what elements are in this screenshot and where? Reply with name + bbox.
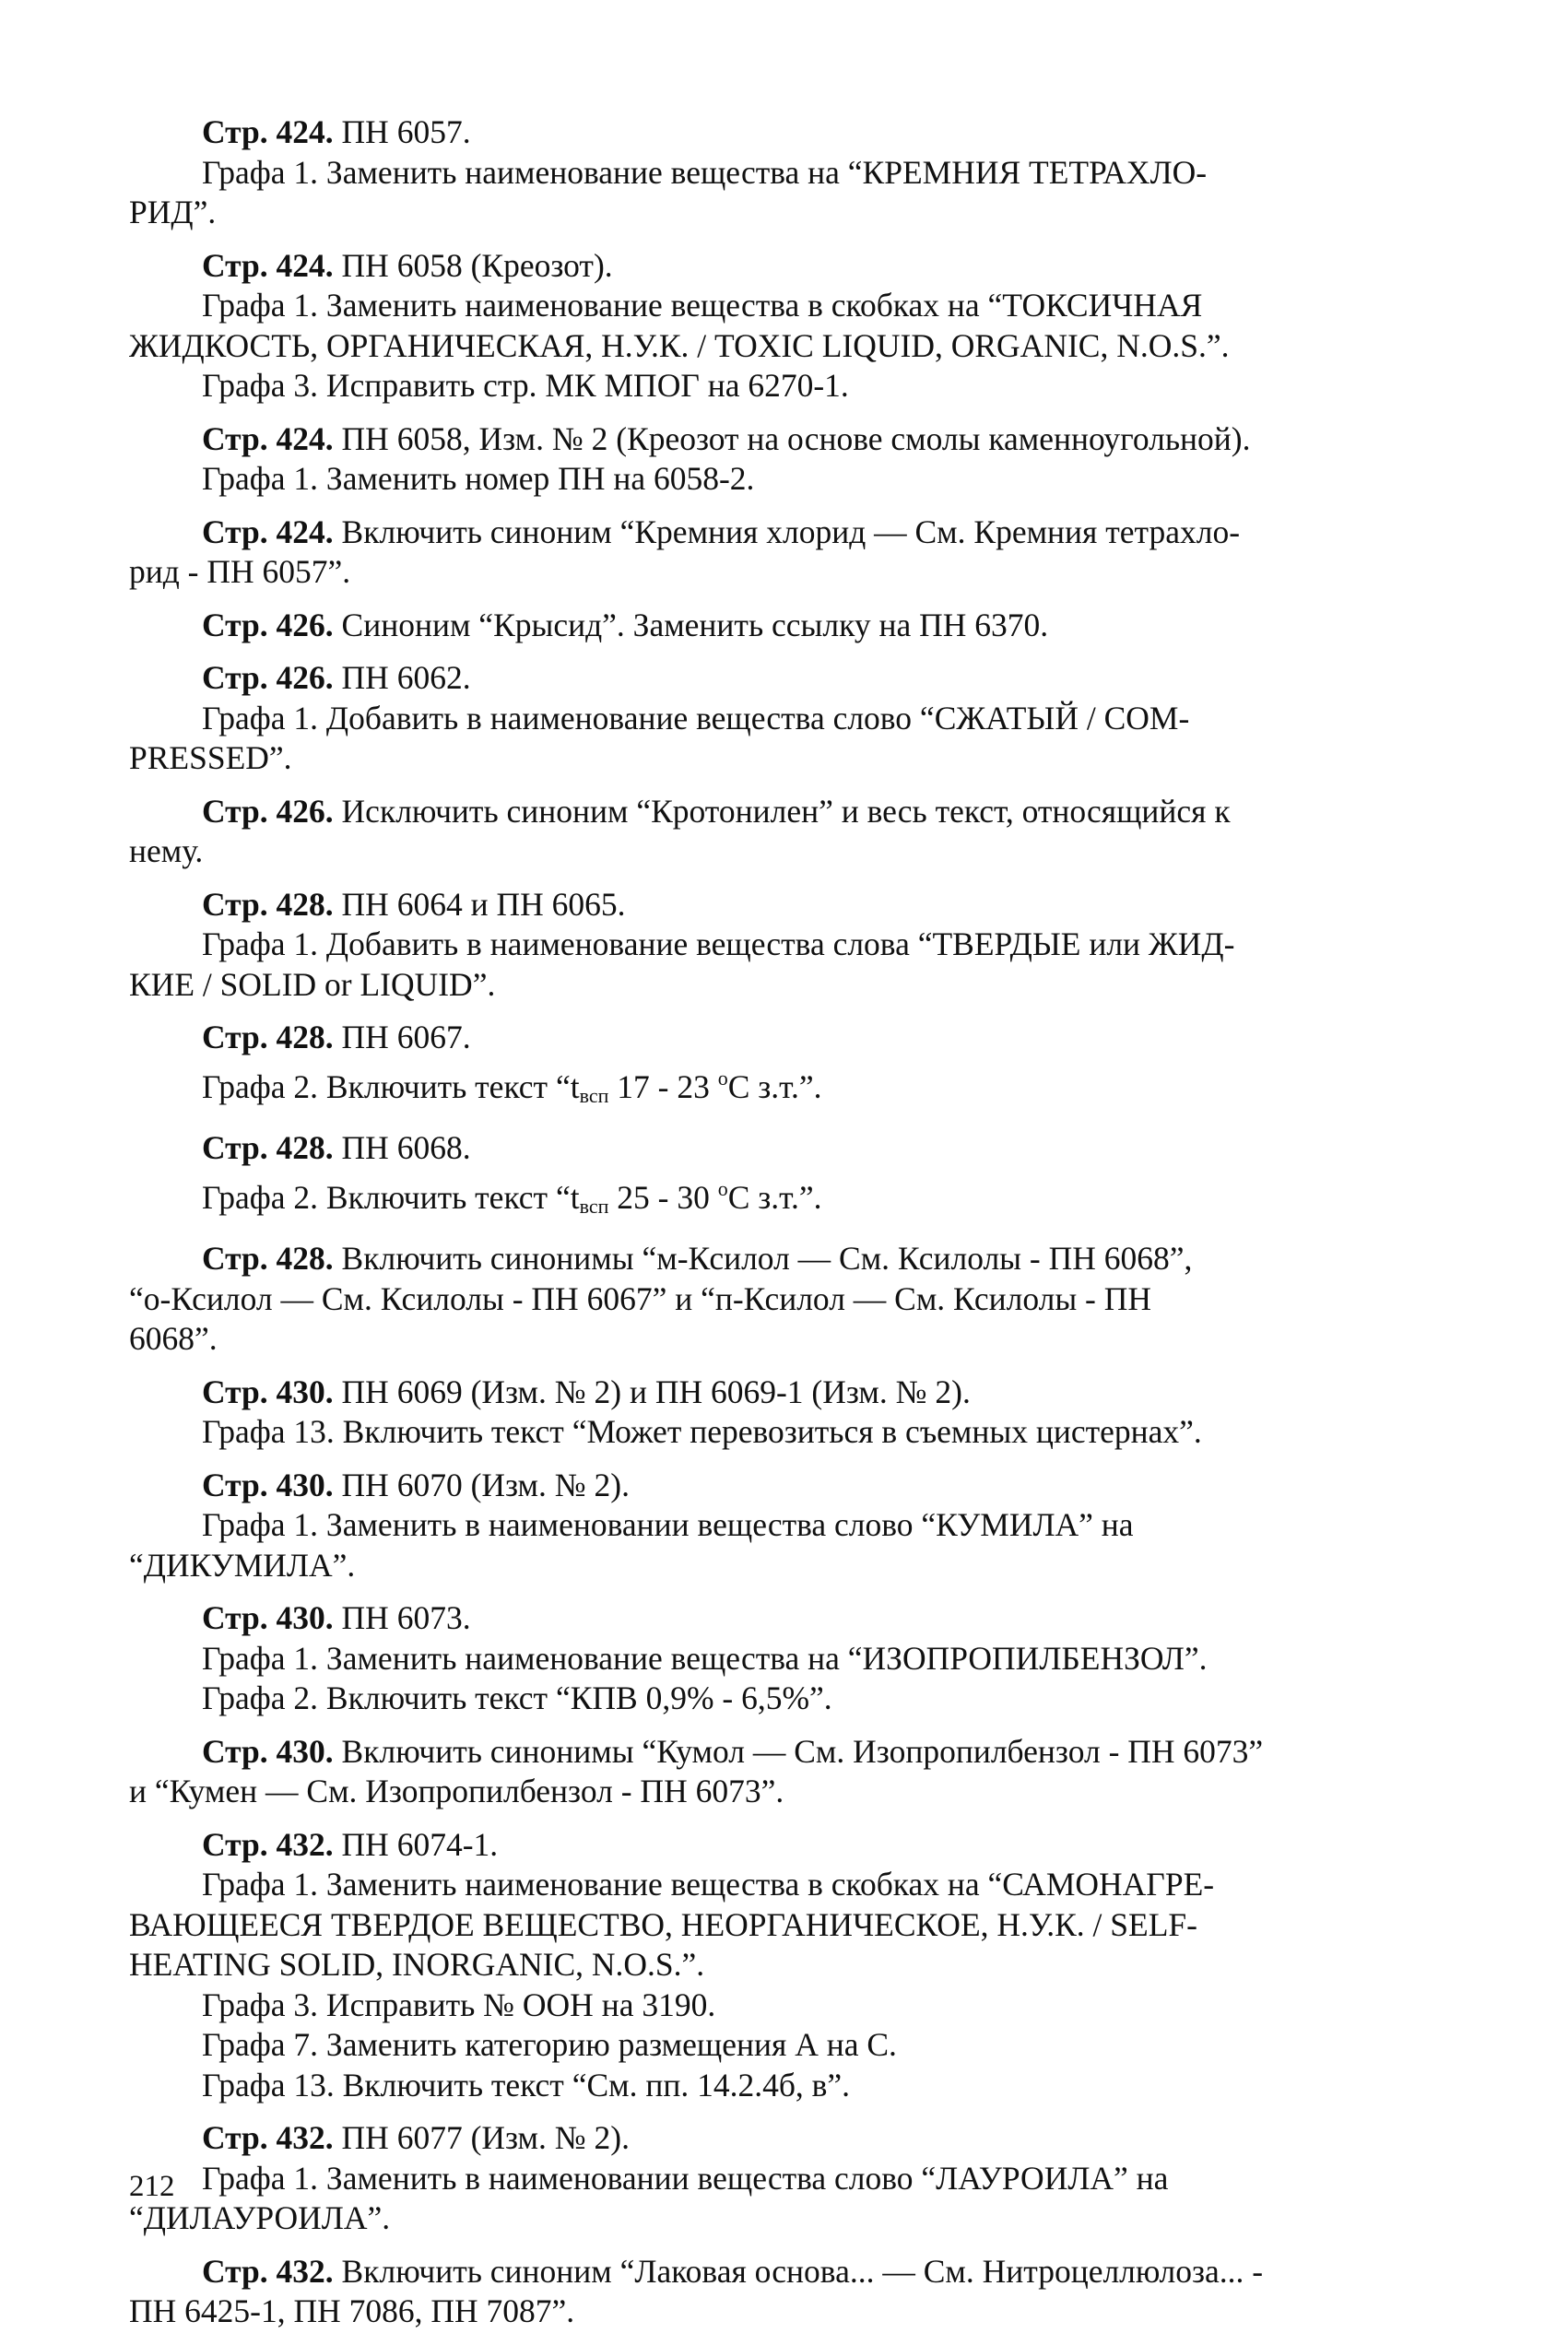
entry-heading-text: ПН 6070 (Изм. № 2). bbox=[333, 1466, 630, 1503]
entry-text-line: РИД”. bbox=[129, 194, 217, 230]
amendment-entry bbox=[129, 246, 1410, 407]
text-segment: Графа 2. Включить текст “t bbox=[202, 1067, 580, 1105]
entry-heading bbox=[129, 885, 1410, 925]
page-reference: Стр. 432. bbox=[202, 1825, 334, 1863]
subscript-text: всп bbox=[579, 1083, 609, 1107]
page-reference: Стр. 430. bbox=[202, 1466, 334, 1503]
entry-heading-text: ПН 6058, Изм. № 2 (Креозот на основе смолы каменноугольной). bbox=[333, 419, 1251, 457]
entry-text-line: нему. bbox=[129, 832, 204, 869]
amendment-entry bbox=[129, 513, 1410, 593]
entry-heading-text: ПН 6067. bbox=[333, 1019, 471, 1055]
entry-heading bbox=[129, 1018, 1410, 1058]
page-reference: Стр. 428. bbox=[202, 1240, 334, 1277]
amendment-entry bbox=[129, 1018, 1410, 1115]
entry-heading-text: ПН 6057. bbox=[333, 113, 471, 150]
text-segment: С з.т.”. bbox=[727, 1178, 822, 1216]
entry-heading-text: Включить синоним “Лаковая основа... — См. Нитроцеллюлоза... - bbox=[333, 2252, 1264, 2290]
entry-heading-text: ПН 6073. bbox=[333, 1599, 471, 1636]
page-reference: Стр. 424. bbox=[202, 246, 334, 284]
text-segment: 25 - 30 bbox=[608, 1178, 718, 1216]
page-reference: Стр. 424. bbox=[202, 419, 334, 457]
entry-text-line bbox=[129, 1169, 1410, 1227]
entry-text-line: Графа 1. Добавить в наименование вещества слово “СЖАТЫЙ / COM- bbox=[202, 699, 1190, 736]
entry-heading-text: ПН 6077 (Изм. № 2). bbox=[333, 2119, 630, 2156]
entry-heading bbox=[129, 2118, 1410, 2159]
entry-text-line: Графа 1. Заменить номер ПН на 6058-2. bbox=[202, 460, 755, 497]
entry-text-line: “ДИЛАУРОИЛА”. bbox=[129, 2199, 391, 2236]
entry-text-line: 6068”. bbox=[129, 1320, 218, 1357]
amendment-entry bbox=[129, 606, 1410, 646]
entry-text-line: “ДИКУМИЛА”. bbox=[129, 1546, 356, 1584]
entry-text-line: Графа 1. Заменить наименование вещества в скобках на “ТОКСИЧНАЯ bbox=[202, 287, 1203, 324]
page-reference: Стр. 426. bbox=[202, 792, 334, 830]
document-page bbox=[129, 112, 1410, 2345]
amendment-entry bbox=[129, 1466, 1410, 1586]
entry-heading-text: Исключить синоним “Кротонилен” и весь текст, относящийся к bbox=[333, 792, 1231, 830]
amendment-entry bbox=[129, 2118, 1410, 2239]
text-segment: 17 - 23 bbox=[608, 1067, 718, 1105]
text-segment: Графа 2. Включить текст “t bbox=[202, 1178, 580, 1216]
page-reference: Стр. 432. bbox=[202, 2119, 334, 2156]
entry-text-line: Графа 7. Заменить категорию размещения А на С. bbox=[202, 2026, 897, 2063]
entry-heading bbox=[129, 1732, 1410, 1773]
entry-heading bbox=[129, 246, 1410, 287]
entry-heading-text: Включить синонимы “м-Ксилол — См. Ксилолы - ПН 6068”, bbox=[333, 1240, 1193, 1277]
entry-heading bbox=[129, 1239, 1410, 1279]
entry-text-line: Графа 13. Включить текст “Может перевозиться в съемных цистернах”. bbox=[202, 1413, 1202, 1450]
entry-heading bbox=[129, 606, 1410, 646]
entry-heading bbox=[129, 1128, 1410, 1169]
amendment-entry bbox=[129, 419, 1410, 500]
page-reference: Стр. 426. bbox=[202, 606, 334, 643]
entry-text-line: Графа 3. Исправить № ООН на 3190. bbox=[202, 1986, 716, 2023]
entry-text-line: Графа 13. Включить текст “См. пп. 14.2.4б, в”. bbox=[202, 2066, 851, 2103]
amendment-entry bbox=[129, 885, 1410, 1006]
amendment-entry bbox=[129, 1732, 1410, 1812]
entry-heading-text: ПН 6064 и ПН 6065. bbox=[333, 885, 626, 923]
amendment-entry bbox=[129, 1598, 1410, 1719]
entry-text-line: рид - ПН 6057”. bbox=[129, 553, 351, 590]
page-reference: Стр. 428. bbox=[202, 1019, 334, 1055]
entry-text-line: Графа 2. Включить текст “КПВ 0,9% - 6,5%”. bbox=[202, 1679, 832, 1716]
entry-heading bbox=[129, 1598, 1410, 1639]
amendment-entry bbox=[129, 2252, 1410, 2332]
page-reference: Стр. 428. bbox=[202, 885, 334, 923]
entry-text-line: Графа 1. Заменить наименование вещества в скобках на “САМОНАГРЕ- bbox=[202, 1866, 1215, 1903]
page-reference: Стр. 430. bbox=[202, 1599, 334, 1636]
text-segment: С з.т.”. bbox=[727, 1067, 822, 1105]
page-reference: Стр. 428. bbox=[202, 1129, 334, 1166]
amendment-entry bbox=[129, 1825, 1410, 2106]
entry-text-line: “о-Ксилол — См. Ксилолы - ПН 6067” и “п-Ксилол — См. Ксилолы - ПН bbox=[129, 1279, 1152, 1317]
entry-text-line: Графа 1. Заменить в наименовании вещества слово “КУМИЛА” на bbox=[202, 1506, 1134, 1543]
entry-text-line: и “Кумен — См. Изопропилбензол - ПН 6073”. bbox=[129, 1773, 784, 1809]
entry-text-line: Графа 1. Заменить наименование вещества на “ИЗОПРОПИЛБЕНЗОЛ”. bbox=[202, 1639, 1208, 1677]
entry-heading bbox=[129, 513, 1410, 553]
entry-text-line bbox=[129, 1058, 1410, 1116]
page-reference: Стр. 426. bbox=[202, 659, 334, 696]
entry-text-line: PRESSED”. bbox=[129, 739, 292, 776]
amendment-entry bbox=[129, 792, 1410, 872]
amendment-entry bbox=[129, 112, 1410, 233]
entry-text-line: Графа 1. Заменить в наименовании вещества слово “ЛАУРОИЛА” на bbox=[202, 2159, 1169, 2197]
entry-heading bbox=[129, 1466, 1410, 1506]
entry-heading-text: Синоним “Крысид”. Заменить ссылку на ПН 6370. bbox=[333, 606, 1049, 643]
page-reference: Стр. 424. bbox=[202, 113, 334, 150]
entry-text-line: КИЕ / SOLID or LIQUID”. bbox=[129, 965, 496, 1003]
entry-heading-text: Включить синоним “Кремния хлорид — См. Кремния тетрахло- bbox=[333, 513, 1241, 550]
entry-text-line: Графа 3. Исправить стр. МК МПОГ на 6270-1. bbox=[202, 367, 849, 404]
entry-heading bbox=[129, 419, 1410, 460]
amendment-entry bbox=[129, 1128, 1410, 1226]
amendment-list bbox=[129, 112, 1410, 2332]
superscript-text: o bbox=[717, 1176, 728, 1200]
entry-text-line: ВАЮЩЕЕСЯ ТВЕРДОЕ ВЕЩЕСТВО, НЕОРГАНИЧЕСКОЕ, Н.У.К. / SELF- bbox=[129, 1905, 1197, 1943]
amendment-entry bbox=[129, 1373, 1410, 1453]
superscript-text: o bbox=[717, 1066, 728, 1090]
entry-heading bbox=[129, 1373, 1410, 1413]
entry-text-line: HEATING SOLID, INORGANIC, N.O.S.”. bbox=[129, 1946, 705, 1983]
entry-heading bbox=[129, 658, 1410, 699]
entry-heading bbox=[129, 1825, 1410, 1866]
entry-heading-text: ПН 6074-1. bbox=[333, 1825, 499, 1863]
page-reference: Стр. 424. bbox=[202, 513, 334, 550]
page-number: 212 bbox=[129, 2170, 175, 2203]
entry-heading-text: ПН 6069 (Изм. № 2) и ПН 6069-1 (Изм. № 2). bbox=[333, 1373, 971, 1410]
entry-heading-text: Включить синонимы “Кумол — См. Изопропилбензол - ПН 6073” bbox=[333, 1732, 1264, 1770]
entry-heading bbox=[129, 2252, 1410, 2292]
entry-text-line: ПН 6425-1, ПН 7086, ПН 7087”. bbox=[129, 2292, 575, 2329]
entry-heading-text: ПН 6062. bbox=[333, 659, 471, 696]
amendment-entry bbox=[129, 1239, 1410, 1360]
subscript-text: всп bbox=[579, 1194, 609, 1218]
entry-heading bbox=[129, 792, 1410, 832]
page-reference: Стр. 430. bbox=[202, 1732, 334, 1770]
entry-heading-text: ПН 6068. bbox=[333, 1129, 471, 1166]
entry-heading bbox=[129, 112, 1410, 153]
amendment-entry bbox=[129, 658, 1410, 779]
page-reference: Стр. 432. bbox=[202, 2252, 334, 2290]
entry-heading-text: ПН 6058 (Креозот). bbox=[333, 246, 613, 284]
page-reference: Стр. 430. bbox=[202, 1373, 334, 1410]
entry-text-line: Графа 1. Заменить наименование вещества на “КРЕМНИЯ ТЕТРАХЛО- bbox=[202, 153, 1208, 191]
entry-text-line: Графа 1. Добавить в наименование вещества слова “ТВЕРДЫЕ или ЖИД- bbox=[202, 925, 1235, 962]
entry-text-line: ЖИДКОСТЬ, ОРГАНИЧЕСКАЯ, Н.У.К. / TOXIC LIQUID, ORGANIC, N.O.S.”. bbox=[129, 326, 1230, 364]
